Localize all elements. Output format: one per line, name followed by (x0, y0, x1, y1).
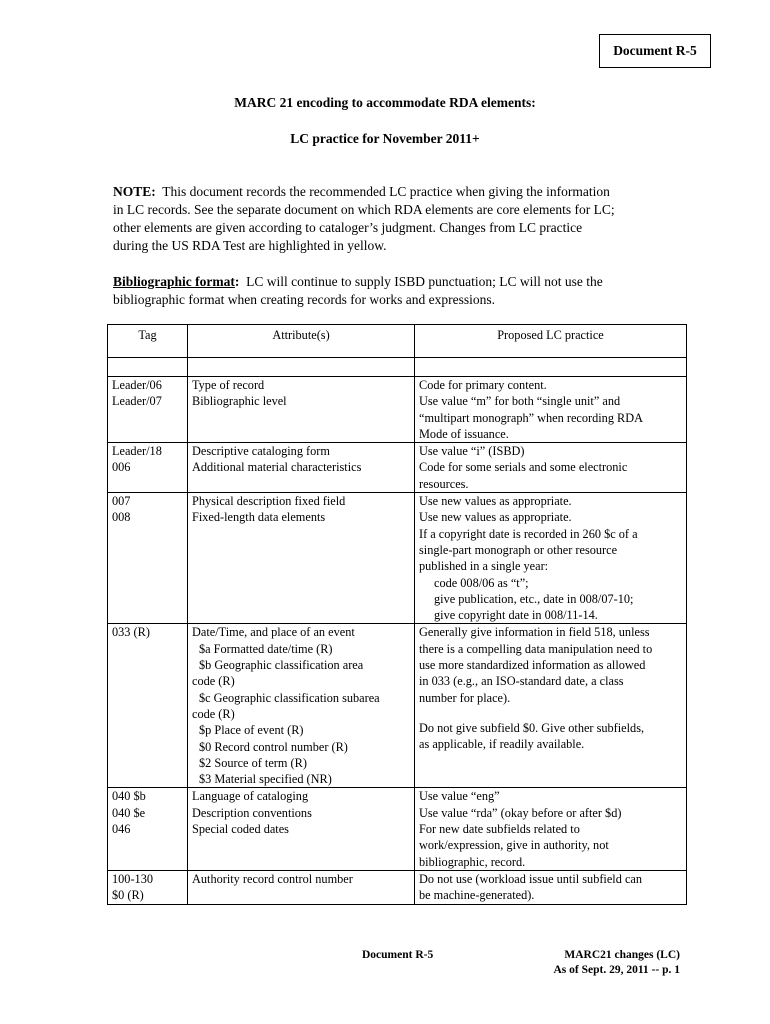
tag-cell: Leader/18 006 (108, 443, 188, 493)
practice-cell: Generally give information in field 518, unless there is a compelling data manipulation need to use more standardized information as allowed in 033 (e.g., an ISO-standard date, a class number for place). Do not give subfield $0. Give other subfields, as applicable, if readily available. (415, 624, 687, 788)
practice-cell: Code for primary content. Use value “m” for both “single unit” and “multipart monograph” when recording RDA Mode of issuance. (415, 377, 687, 443)
tag-cell: 040 $b 040 $e 046 (108, 788, 188, 870)
bibliographic-colon: : (234, 274, 240, 289)
note-line: in LC records. See the separate document on which RDA elements are core elements for LC; (113, 202, 615, 217)
header-practice: Proposed LC practice (415, 325, 687, 358)
table-row (108, 624, 687, 788)
footer-document-id: Document R-5 (362, 949, 434, 961)
tag-cell: 100-130 $0 (R) (108, 870, 188, 904)
practice-cell: Use value “eng” Use value “rda” (okay before or after $d) For new date subfields related to work/expression, give in authority, not bibliographic, record. (415, 788, 687, 870)
bib-line: bibliographic format when creating records for works and expressions. (113, 292, 496, 307)
table-row (108, 377, 687, 443)
attribute-cell: Date/Time, and place of an event $a Formatted date/time (R) $b Geographic classification area code (R) $c Geographic classification subarea code (R) $p Place of event (R) $0 Record control number (R) $2 Source of term (R) $3 Material specified (NR) (188, 624, 415, 788)
practice-cell: Use value “i” (ISBD) Code for some serials and some electronic resources. (415, 443, 687, 493)
document-id-box: Document R-5 (599, 34, 711, 68)
attribute-cell: Authority record control number (188, 870, 415, 904)
practice-cell: Use new values as appropriate. Use new values as appropriate. If a copyright date is recorded in 260 $c of a single-part monograph or other resource published in a single year: code 008/06 as “t”; give publication, etc., date in 008/07-10; give copyright date in 008/11-14. (415, 493, 687, 624)
practice-cell: Do not use (workload issue until subfield can be machine-generated). (415, 870, 687, 904)
bibliographic-paragraph (113, 273, 693, 309)
note-paragraph (113, 183, 693, 255)
note-line: during the US RDA Test are highlighted in yellow. (113, 238, 387, 253)
attribute-cell: Type of record Bibliographic level (188, 377, 415, 443)
attribute-cell: Descriptive cataloging form Additional material characteristics (188, 443, 415, 493)
attribute-cell: Physical description fixed field Fixed-length data elements (188, 493, 415, 624)
note-line: other elements are given according to cataloger’s judgment. Changes from LC practice (113, 220, 583, 235)
footer-right-line2: As of Sept. 29, 2011 -- p. 1 (553, 964, 680, 976)
footer-right (480, 948, 680, 978)
tag-cell: 007 008 (108, 493, 188, 624)
table-blank-row (108, 358, 687, 377)
table-row (108, 493, 687, 624)
attribute-cell: Language of cataloging Description conventions Special coded dates (188, 788, 415, 870)
note-label: NOTE: (113, 184, 156, 199)
page-title: MARC 21 encoding to accommodate RDA elements: (234, 95, 536, 110)
footer-right-line1: MARC21 changes (LC) (564, 949, 680, 961)
header-tag: Tag (108, 325, 188, 358)
header-attributes: Attribute(s) (188, 325, 415, 358)
table-row (108, 788, 687, 870)
bib-line: LC will continue to supply ISBD punctuation; LC will not use the (246, 274, 603, 289)
table-row (108, 870, 687, 904)
marc-table (107, 324, 687, 905)
tag-cell: 033 (R) (108, 624, 188, 788)
bibliographic-label: Bibliographic format (113, 274, 235, 289)
note-line: This document records the recommended LC practice when giving the information (162, 184, 610, 199)
tag-cell: Leader/06 Leader/07 (108, 377, 188, 443)
page-subtitle: LC practice for November 2011+ (290, 131, 480, 146)
table-row (108, 443, 687, 493)
table-header-row (108, 325, 687, 358)
